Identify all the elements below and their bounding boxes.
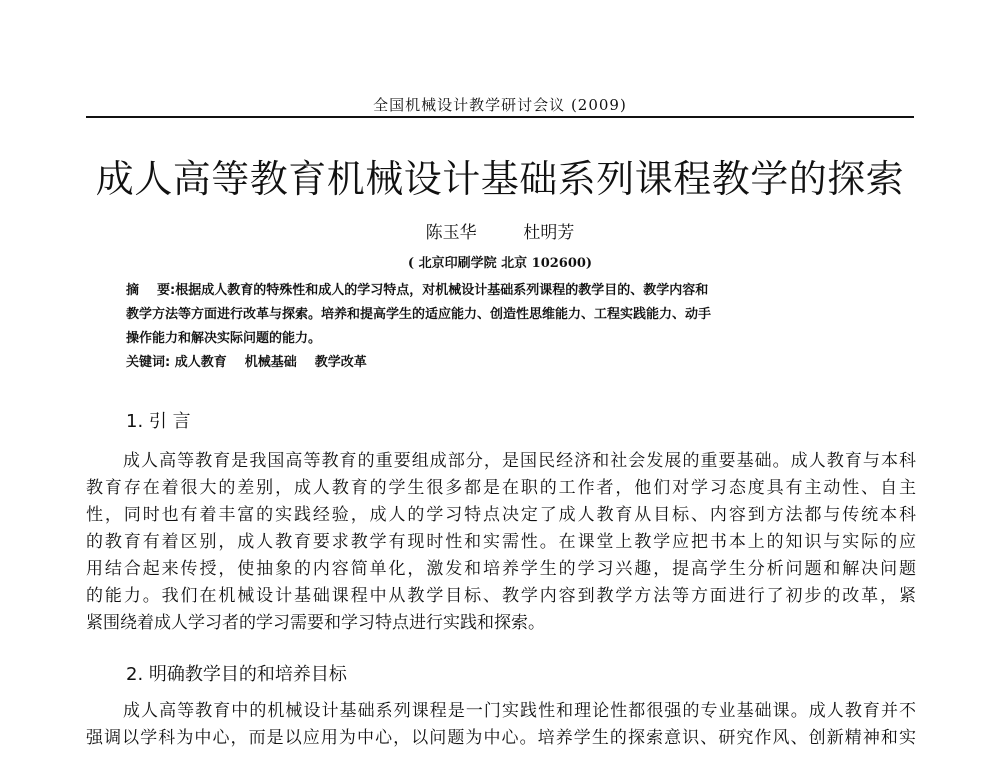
- section-heading-introduction: 1. 引 言: [126, 411, 191, 432]
- text-line: 强调以学科为中心，而是以应用为中心，以问题为中心。培养学生的探索意识、研究作风、创新精神和实: [86, 728, 916, 748]
- header-rule: [86, 116, 914, 118]
- text-line: 的能力。我们在机械设计基础课程中从教学目标、教学内容到教学方法等方面进行了初步的改革，紧: [86, 586, 916, 606]
- abstract: [126, 279, 846, 375]
- author-name: 杜明芳: [523, 223, 575, 243]
- affiliation: ( 北京印刷学院 北京 102600): [407, 256, 593, 271]
- abstract-label: 摘: [126, 283, 140, 298]
- section-heading-objectives: 2. 明确教学目的和培养目标: [126, 664, 347, 685]
- keyword: 机械基础: [244, 355, 297, 370]
- author-name: 陈玉华: [425, 223, 477, 243]
- text-line: 成人高等教育是我国高等教育的重要组成部分，是国民经济和社会发展的重要基础。成人教育与本科: [123, 451, 916, 471]
- paragraph-introduction: [86, 448, 916, 637]
- running-head: 全国机械设计教学研讨会议 (2009): [373, 96, 627, 114]
- abstract-line: 教学方法等方面进行改革与探索。培养和提高学生的适应能力、创造性思维能力、工程实践能力、动手: [126, 307, 712, 322]
- keywords-label: 关键词:: [126, 355, 171, 370]
- keywords: [126, 351, 846, 375]
- abstract-line: 操作能力和解决实际问题的能力。: [126, 331, 322, 346]
- abstract-label: 要:: [157, 283, 176, 298]
- text-line: 教育存在着很大的差别，成人教育的学生很多都是在职的工作者，他们对学习态度具有主动性、自主: [86, 478, 916, 498]
- paragraph-objectives: [86, 698, 916, 752]
- text-line: 用结合起来传授，使抽象的内容简单化，激发和培养学生的学习兴趣，提高学生分析问题和解决问题: [86, 559, 916, 579]
- text-line: 紧围绕着成人学习者的学习需要和学习特点进行实践和探索。: [86, 613, 545, 633]
- text-line: 成人高等教育中的机械设计基础系列课程是一门实践性和理论性都很强的专业基础课。成人教育并不: [123, 701, 916, 721]
- text-line: 的教育有着区别，成人教育要求教学有现时性和实需性。在课堂上教学应把书本上的知识与实际的应: [86, 532, 916, 552]
- paper-title: 成人高等教育机械设计基础系列课程教学的探索: [95, 157, 905, 201]
- text-line: 性，同时也有着丰富的实践经验，成人的学习特点决定了成人教育从目标、内容到方法都与传统本科: [86, 505, 916, 525]
- keyword: 教学改革: [314, 355, 367, 370]
- authors: [0, 218, 1000, 243]
- keyword: 成人教育: [174, 355, 227, 370]
- abstract-line: 摘 要:根据成人教育的特殊性和成人的学习特点，对机械设计基础系列课程的教学目的、教学内容和: [126, 283, 709, 298]
